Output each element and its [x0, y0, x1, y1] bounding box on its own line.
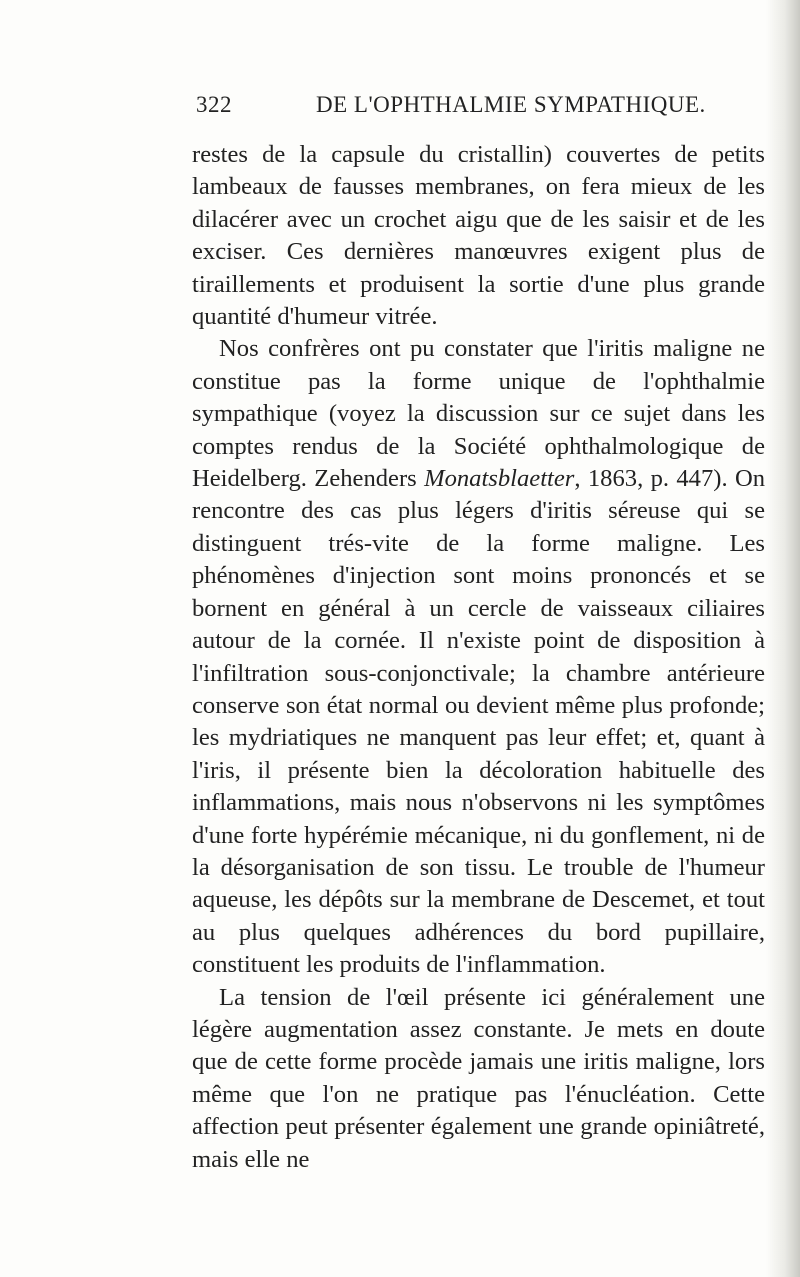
paragraph-1: restes de la capsule du cristallin) couvertes de petits lambeaux de fausses membranes, on fera mieux de les dilacérer avec un crochet aigu que de les saisir et de les exciser. Ces dernières manœuvres exigent plus de tiraillements et produisent la sortie d'une plus grande quantité d'humeur vitrée. — [192, 141, 765, 331]
paragraph-2 — [192, 333, 765, 981]
page-edge-shadow — [766, 0, 800, 1277]
running-title: DE L'OPHTHALMIE SYMPATHIQUE. — [316, 92, 706, 117]
page-header — [196, 92, 756, 122]
paragraph-2-text-before: Nos confrères ont pu constater que l'iritis maligne ne constitue pas la forme unique de l'ophthalmie sympathique (voyez la discussion sur ce sujet dans les comptes rendus de la Société ophthalmologique de Heidelberg. Zehenders — [192, 335, 765, 493]
journal-title: Monatsblaetter — [424, 465, 575, 493]
page-number: 322 — [196, 92, 232, 117]
paragraph-2-text-after: , 1863, p. 447). On rencontre des cas plus légers d'iritis séreuse qui se distinguent trés-vite de la forme maligne. Les phénomènes d'injection sont moins prononcés et se bornent en général à un cercle de vaisseaux ciliaires autour de la cornée. Il n'existe point de disposition à l'infiltration sous-conjonctivale; la chambre antérieure conserve son état normal ou devient même plus profonde; les mydriatiques ne manquent pas leur effet; et, quant à l'iris, il présente bien la décoloration habituelle des inflammations, mais nous n'observons ni les symptômes d'une forte hypérémie mécanique, ni du gonflement, ni de la désorganisation de son tissu. Le trouble de l'humeur aqueuse, les dépôts sur la membrane de Descemet, et tout au plus quelques adhérences du bord pupillaire, constituent les produits de l'inflammation. — [192, 465, 765, 979]
paragraph-3: La tension de l'œil présente ici généralement une légère augmentation assez constante. Je mets en doute que de cette forme procède jamais une iritis maligne, lors même que l'on ne pratique pas l'énucléation. Cette affection peut présenter également une grande opiniâtreté, mais elle ne — [192, 983, 765, 1173]
body-text — [192, 139, 765, 1176]
